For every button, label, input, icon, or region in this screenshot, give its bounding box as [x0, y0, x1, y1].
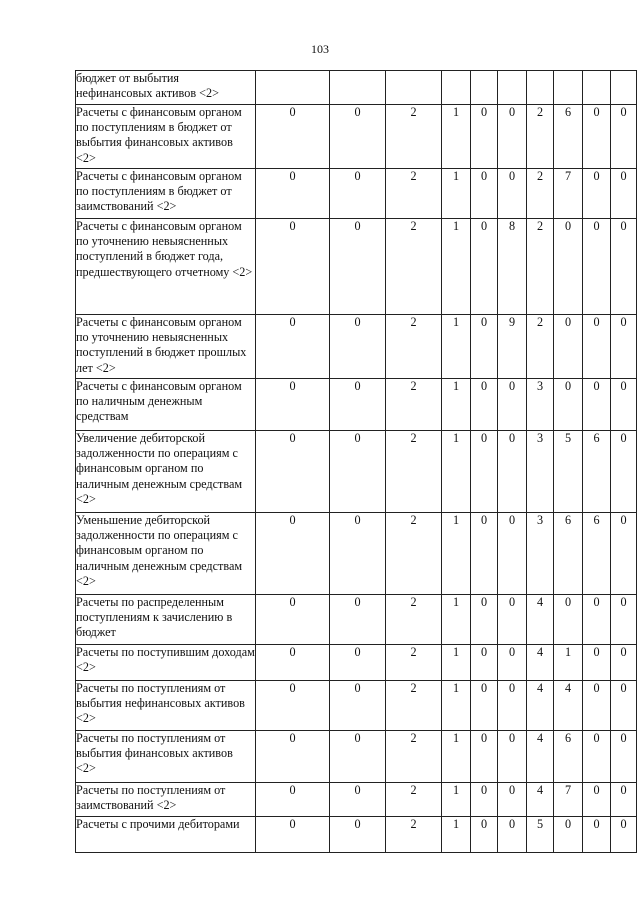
code-digit-cell: 0: [611, 595, 637, 645]
code-digit-cell: 0: [330, 595, 386, 645]
code-digit-cell: 0: [583, 645, 611, 681]
code-digit-cell: [498, 71, 527, 105]
account-name-cell: Расчеты с финансовым органом по уточнению невыясненных поступлений в бюджет года, предшествующего отчетному <2>: [76, 219, 256, 315]
code-digit-cell: 0: [471, 379, 498, 431]
code-digit-cell: 9: [498, 315, 527, 379]
account-name-cell: Расчеты по распределенным поступлениям к зачислению в бюджет: [76, 595, 256, 645]
table-row: [76, 645, 637, 681]
code-digit-cell: 2: [386, 379, 442, 431]
code-digit-cell: 2: [386, 513, 442, 595]
table-row: [76, 595, 637, 645]
code-digit-cell: 2: [527, 315, 554, 379]
code-digit-cell: 2: [527, 105, 554, 169]
account-name-cell: Увеличение дебиторской задолженности по операциям с финансовым органом по наличным денежным средствам <2>: [76, 431, 256, 513]
account-name-cell: Уменьшение дебиторской задолженности по операциям с финансовым органом по наличным денежным средствам <2>: [76, 513, 256, 595]
code-digit-cell: 6: [554, 105, 583, 169]
code-digit-cell: 0: [554, 219, 583, 315]
code-digit-cell: [256, 71, 330, 105]
code-digit-cell: 1: [442, 681, 471, 731]
code-digit-cell: 0: [471, 817, 498, 853]
code-digit-cell: 1: [442, 431, 471, 513]
code-digit-cell: 0: [256, 783, 330, 817]
code-digit-cell: 0: [471, 731, 498, 783]
code-digit-cell: 0: [471, 315, 498, 379]
account-code-table: [75, 70, 637, 853]
code-digit-cell: 5: [527, 817, 554, 853]
code-digit-cell: 3: [527, 431, 554, 513]
code-digit-cell: 0: [471, 645, 498, 681]
code-digit-cell: 2: [386, 783, 442, 817]
code-digit-cell: 2: [386, 595, 442, 645]
code-digit-cell: 0: [611, 681, 637, 731]
code-digit-cell: 0: [554, 595, 583, 645]
account-name-cell: Расчеты по поступившим доходам <2>: [76, 645, 256, 681]
code-digit-cell: 8: [498, 219, 527, 315]
code-digit-cell: 0: [498, 645, 527, 681]
code-digit-cell: 6: [583, 513, 611, 595]
code-digit-cell: [611, 71, 637, 105]
code-digit-cell: [527, 71, 554, 105]
code-digit-cell: 0: [498, 595, 527, 645]
code-digit-cell: 0: [611, 731, 637, 783]
code-digit-cell: 7: [554, 783, 583, 817]
code-digit-cell: 2: [527, 219, 554, 315]
code-digit-cell: 0: [256, 817, 330, 853]
code-digit-cell: 0: [471, 219, 498, 315]
code-digit-cell: 0: [256, 431, 330, 513]
code-digit-cell: [386, 71, 442, 105]
code-digit-cell: 1: [442, 645, 471, 681]
code-digit-cell: 0: [611, 105, 637, 169]
code-digit-cell: 0: [330, 315, 386, 379]
code-digit-cell: 0: [330, 431, 386, 513]
table-row: [76, 219, 637, 315]
code-digit-cell: 1: [442, 595, 471, 645]
table-row: [76, 817, 637, 853]
code-digit-cell: 0: [256, 219, 330, 315]
code-digit-cell: 6: [554, 731, 583, 783]
code-digit-cell: 0: [471, 783, 498, 817]
code-digit-cell: 0: [330, 783, 386, 817]
code-digit-cell: 0: [583, 219, 611, 315]
code-digit-cell: 0: [256, 731, 330, 783]
table-row: [76, 783, 637, 817]
code-digit-cell: 0: [583, 595, 611, 645]
code-digit-cell: 0: [554, 817, 583, 853]
code-digit-cell: 2: [386, 315, 442, 379]
code-digit-cell: 0: [611, 783, 637, 817]
code-digit-cell: 2: [386, 731, 442, 783]
code-digit-cell: 5: [554, 431, 583, 513]
code-digit-cell: 0: [498, 431, 527, 513]
page-number: 103: [311, 42, 329, 56]
code-digit-cell: 0: [611, 431, 637, 513]
code-digit-cell: 0: [330, 645, 386, 681]
code-digit-cell: 0: [471, 595, 498, 645]
account-name-cell: Расчеты с финансовым органом по поступлениям в бюджет от заимствований <2>: [76, 169, 256, 219]
code-digit-cell: 0: [611, 219, 637, 315]
code-digit-cell: 1: [442, 315, 471, 379]
code-digit-cell: 0: [583, 169, 611, 219]
code-digit-cell: [330, 71, 386, 105]
account-name-cell: Расчеты с финансовым органом по уточнению невыясненных поступлений в бюджет прошлых лет <2>: [76, 315, 256, 379]
code-digit-cell: 1: [442, 219, 471, 315]
code-digit-cell: 3: [527, 379, 554, 431]
code-digit-cell: 0: [498, 379, 527, 431]
code-digit-cell: 1: [442, 379, 471, 431]
code-digit-cell: 1: [442, 169, 471, 219]
code-digit-cell: 1: [442, 731, 471, 783]
table-row: [76, 681, 637, 731]
code-digit-cell: [554, 71, 583, 105]
code-digit-cell: 0: [498, 169, 527, 219]
code-digit-cell: 0: [330, 817, 386, 853]
code-digit-cell: 6: [554, 513, 583, 595]
account-name-cell: Расчеты по поступлениям от заимствований <2>: [76, 783, 256, 817]
table-row: [76, 169, 637, 219]
code-digit-cell: 2: [386, 219, 442, 315]
code-digit-cell: 0: [256, 379, 330, 431]
code-digit-cell: 0: [330, 219, 386, 315]
code-digit-cell: 6: [583, 431, 611, 513]
code-digit-cell: 0: [330, 105, 386, 169]
code-digit-cell: 4: [527, 731, 554, 783]
code-digit-cell: 2: [386, 817, 442, 853]
code-digit-cell: 0: [256, 645, 330, 681]
account-name-cell: Расчеты с прочими дебиторами: [76, 817, 256, 853]
code-digit-cell: 4: [527, 783, 554, 817]
code-digit-cell: 1: [442, 105, 471, 169]
code-digit-cell: 0: [471, 105, 498, 169]
code-digit-cell: 0: [330, 681, 386, 731]
code-digit-cell: [442, 71, 471, 105]
code-digit-cell: 4: [527, 595, 554, 645]
code-digit-cell: 0: [498, 731, 527, 783]
code-digit-cell: 0: [256, 315, 330, 379]
code-digit-cell: 0: [583, 105, 611, 169]
code-digit-cell: 0: [611, 645, 637, 681]
code-digit-cell: 0: [471, 169, 498, 219]
code-digit-cell: 0: [330, 513, 386, 595]
account-name-cell: Расчеты с финансовым органом по поступлениям в бюджет от выбытия финансовых активов <2>: [76, 105, 256, 169]
table-row: [76, 315, 637, 379]
code-digit-cell: 0: [256, 169, 330, 219]
code-digit-cell: 0: [583, 731, 611, 783]
code-digit-cell: 0: [583, 817, 611, 853]
table-row: [76, 105, 637, 169]
account-name-cell: бюджет от выбытия нефинансовых активов <2>: [76, 71, 256, 105]
code-digit-cell: 4: [527, 645, 554, 681]
code-digit-cell: 0: [498, 681, 527, 731]
code-digit-cell: 0: [256, 681, 330, 731]
code-digit-cell: 0: [498, 817, 527, 853]
code-digit-cell: 0: [256, 595, 330, 645]
code-digit-cell: [583, 71, 611, 105]
code-digit-cell: 1: [442, 817, 471, 853]
code-digit-cell: 0: [330, 731, 386, 783]
code-digit-cell: 4: [527, 681, 554, 731]
code-digit-cell: 4: [554, 681, 583, 731]
code-digit-cell: 0: [611, 817, 637, 853]
code-digit-cell: 0: [471, 681, 498, 731]
code-digit-cell: 0: [611, 315, 637, 379]
code-digit-cell: 2: [386, 105, 442, 169]
table-row: [76, 71, 637, 105]
code-digit-cell: 0: [554, 379, 583, 431]
code-digit-cell: 0: [498, 783, 527, 817]
code-digit-cell: 0: [611, 379, 637, 431]
code-digit-cell: 2: [386, 681, 442, 731]
code-digit-cell: 7: [554, 169, 583, 219]
table-row: [76, 513, 637, 595]
table-row: [76, 431, 637, 513]
code-digit-cell: 1: [554, 645, 583, 681]
code-digit-cell: 0: [611, 169, 637, 219]
table-row: [76, 379, 637, 431]
code-digit-cell: 0: [256, 105, 330, 169]
account-name-cell: Расчеты по поступлениям от выбытия финансовых активов <2>: [76, 731, 256, 783]
code-digit-cell: 1: [442, 783, 471, 817]
code-digit-cell: 3: [527, 513, 554, 595]
code-digit-cell: 0: [471, 431, 498, 513]
code-digit-cell: 1: [442, 513, 471, 595]
code-digit-cell: 0: [583, 315, 611, 379]
code-digit-cell: 0: [498, 105, 527, 169]
code-digit-cell: 2: [386, 645, 442, 681]
code-digit-cell: 0: [498, 513, 527, 595]
code-digit-cell: 2: [527, 169, 554, 219]
account-name-cell: Расчеты с финансовым органом по наличным денежным средствам: [76, 379, 256, 431]
code-digit-cell: 0: [554, 315, 583, 379]
code-digit-cell: 2: [386, 431, 442, 513]
account-name-cell: Расчеты по поступлениям от выбытия нефинансовых активов <2>: [76, 681, 256, 731]
code-digit-cell: 0: [256, 513, 330, 595]
code-digit-cell: 0: [330, 379, 386, 431]
table-row: [76, 731, 637, 783]
code-digit-cell: 0: [330, 169, 386, 219]
code-digit-cell: 0: [471, 513, 498, 595]
code-digit-cell: 0: [583, 379, 611, 431]
code-digit-cell: [471, 71, 498, 105]
code-digit-cell: 2: [386, 169, 442, 219]
code-digit-cell: 0: [583, 783, 611, 817]
code-digit-cell: 0: [611, 513, 637, 595]
code-digit-cell: 0: [583, 681, 611, 731]
